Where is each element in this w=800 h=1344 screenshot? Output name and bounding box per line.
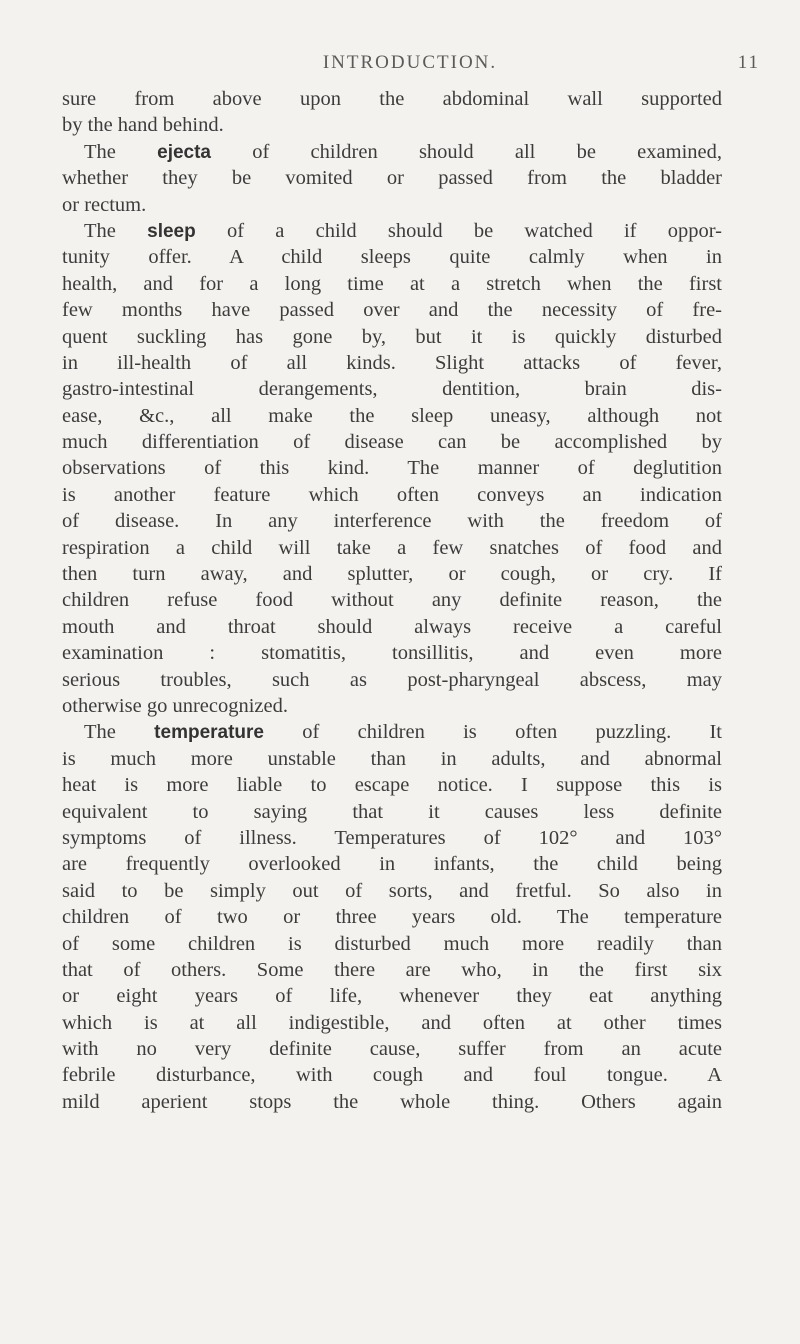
- text-line: serious troubles, such as post-pharyngeal abscess, may: [62, 668, 722, 691]
- text-line: children refuse food without any definite reason, the: [62, 589, 722, 612]
- text-fragment: of children is often puzzling. It: [264, 721, 723, 744]
- body-text: [62, 86, 722, 1115]
- text-line: or rectum.: [62, 193, 147, 216]
- text-line: [62, 218, 722, 244]
- text-line: examination : stomatitis, tonsillitis, and even more: [62, 642, 722, 665]
- text-line: mild aperient stops the whole thing. Others again: [62, 1090, 722, 1113]
- text-fragment: of children should all be examined,: [211, 140, 723, 163]
- text-line: sure from above upon the abdominal wall supported: [62, 88, 722, 110]
- text-line: then turn away, and splutter, or cough, or cry. If: [62, 563, 722, 586]
- text-line: with no very definite cause, suffer from an acute: [62, 1038, 722, 1061]
- text-line: much differentiation of disease can be accomplished by: [62, 431, 722, 454]
- text-line: otherwise go unrecognized.: [62, 694, 288, 717]
- text-line: equivalent to saying that it causes less definite: [62, 800, 722, 823]
- text-line: symptoms of illness. Temperatures of 102° and 103°: [62, 826, 722, 849]
- text-line: that of others. Some there are who, in the first six: [62, 958, 722, 981]
- text-line: of some children is disturbed much more readily than: [62, 932, 722, 955]
- text-line: of disease. In any interference with the freedom of: [62, 510, 722, 533]
- bold-term: temperature: [154, 722, 264, 744]
- text-line: which is at all indigestible, and often at other times: [62, 1011, 722, 1034]
- text-fragment: The: [84, 721, 155, 744]
- text-line: gastro-intestinal derangements, dentition, brain dis-: [62, 378, 722, 401]
- text-line: [62, 719, 722, 745]
- running-head: [60, 52, 760, 82]
- text-line: is another feature which often conveys an indication: [62, 483, 722, 506]
- bold-term: ejecta: [157, 141, 211, 163]
- text-line: in ill-health of all kinds. Slight attacks of fever,: [62, 351, 722, 374]
- text-line: tunity offer. A child sleeps quite calmly when in: [62, 246, 722, 269]
- text-line: few months have passed over and the necessity of fre-: [62, 299, 722, 322]
- text-fragment: of a child should be watched if oppor-: [195, 219, 722, 242]
- text-line: quent suckling has gone by, but it is quickly disturbed: [62, 325, 722, 348]
- text-line: are frequently overlooked in infants, the child being: [62, 853, 722, 876]
- text-line: or eight years of life, whenever they eat anything: [62, 985, 722, 1008]
- text-line: mouth and throat should always receive a careful: [62, 615, 722, 638]
- text-line: health, and for a long time at a stretch when the first: [62, 272, 722, 295]
- text-line: whether they be vomited or passed from the bladder: [62, 167, 722, 190]
- page-number: 11: [737, 52, 760, 73]
- text-line: [62, 139, 722, 165]
- text-line: ease, &c., all make the sleep uneasy, although not: [62, 404, 722, 427]
- text-line: is much more unstable than in adults, and abnormal: [62, 747, 722, 770]
- text-line: observations of this kind. The manner of deglutition: [62, 457, 722, 480]
- text-fragment: The: [84, 219, 148, 242]
- text-line: febrile disturbance, with cough and foul tongue. A: [62, 1064, 722, 1087]
- running-title: INTRODUCTION.: [322, 52, 498, 73]
- bold-term: sleep: [147, 220, 196, 242]
- text-line: heat is more liable to escape notice. I suppose this is: [62, 774, 722, 797]
- text-line: said to be simply out of sorts, and fretful. So also in: [62, 879, 722, 902]
- text-line: children of two or three years old. The temperature: [62, 906, 722, 929]
- text-line: respiration a child will take a few snatches of food and: [62, 536, 722, 559]
- text-line: by the hand behind.: [62, 114, 224, 137]
- text-fragment: The: [84, 140, 158, 163]
